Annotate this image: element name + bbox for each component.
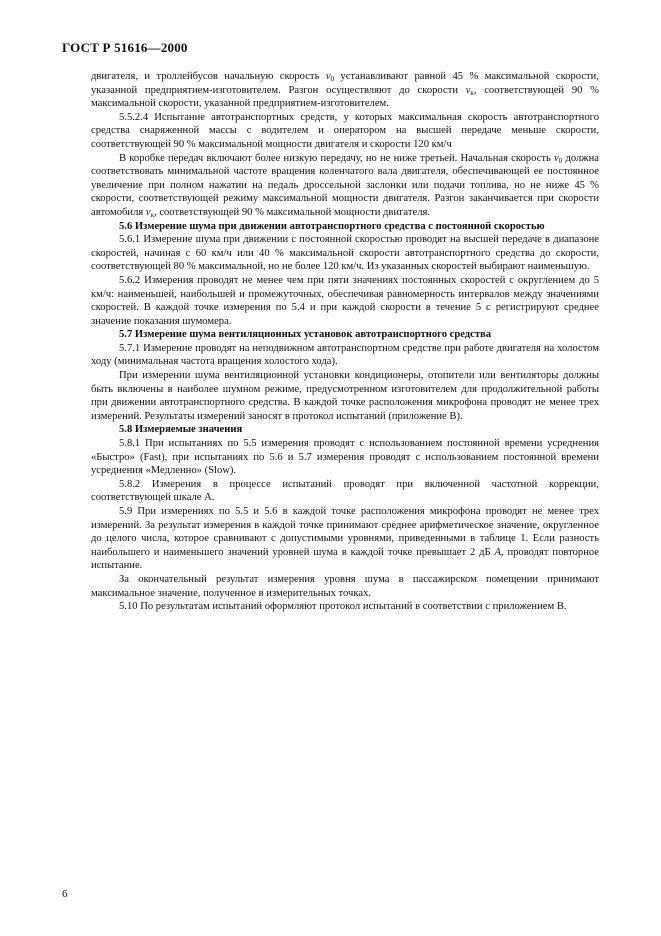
text-run: , соответствующей 90 % максимальной мощности двигателя. bbox=[154, 206, 431, 218]
text-run: 5.10 По результатам испытаний оформляют протокол испытаний в соответствии с приложением В. bbox=[119, 601, 567, 613]
paragraph bbox=[91, 342, 599, 369]
math-symbol: $v_0$ bbox=[554, 152, 563, 165]
paragraph bbox=[91, 437, 599, 478]
text-run: 5.6.1 Измерение шума при движении с постоянной скоростью проводят на высшей передаче в диапазоне скоростей, начиная с 60 км/ч или 40 % максимальной скорости автотранспортного средства до скорости, соответствующей 80 % максимальной, но не более 120 км/ч. Из указанных скоростей выбирают наименьшую. bbox=[91, 234, 599, 273]
section-heading bbox=[91, 328, 599, 342]
text-run: 5.7.1 Измерение проводят на неподвижном автотранспортном средстве при работе двигателя на холостом ходу (минимальная частота вращения холостого хода). bbox=[91, 342, 599, 368]
paragraph bbox=[91, 505, 599, 573]
text-run: 5.9 При измерениях по 5.5 и 5.6 в каждой точке расположения микрофона проводят не менее трех измерений. За результат измерения в каждой точке принимают среднее арифметическое значение, округленное до целого числа, которое сравнивают с допустимыми уровнями, приведенными в таблице 1. Если разность наибольшего и наименьшего значений уровней шума в каждой точке превышает 2 дБ bbox=[91, 506, 599, 558]
paragraph bbox=[91, 600, 599, 614]
paragraph bbox=[91, 478, 599, 505]
text-run: устанавливают равной 45 % максимальной скорости, указанной предприятием-изготовителем. Разгон осуществляют до скорости bbox=[91, 71, 599, 96]
text-run: двигателя, и троллейбусов начальную скорость bbox=[91, 71, 326, 82]
paragraph bbox=[91, 111, 599, 152]
math-symbol: $v_к$ bbox=[465, 84, 474, 97]
text-run: , соответствующей 90 % максимальной скорости, указанной предприятием-изготовителем. bbox=[91, 84, 599, 110]
text-run: Измеряемые значения bbox=[134, 424, 243, 436]
text-run: 5.8.2 Измерения в процессе испытаний проводят при включенной частотной коррекции, соответствующей шкале А. bbox=[91, 478, 599, 504]
text-run: Измерение шума при движении автотранспортного средства с постоянной скоростью bbox=[134, 220, 545, 232]
paragraph bbox=[91, 70, 599, 111]
text-run: 5.5.2.4 Испытание автотранспортных средств, у которых максимальная скорость автотранспортного средства снаряженной массы с водителем и оператором на высшей передаче меньше скорости, соответствующей 90 % максимальной мощности двигателя и скорости 120 км/ч bbox=[91, 111, 599, 150]
section-heading bbox=[91, 423, 599, 437]
text-run: В коробке передач включают более низкую передачу, но не ниже третьей. Начальная скорость bbox=[119, 152, 555, 164]
page-number: 6 bbox=[62, 888, 68, 900]
document-body bbox=[91, 70, 599, 614]
text-run: 5.6.2 Измерения проводят не менее чем при пяти значениях постоянных скоростей с округлением до 5 км/ч: наименьшей, наибольшей и промежуточных, обеспечивая равномерность интервалов между значениями скоростей. В каждой точке измерения по 5.4 и при каждой скорости в течение 5 с регистрируют среднее значение показания шумомера. bbox=[91, 274, 599, 327]
paragraph bbox=[91, 152, 599, 220]
paragraph bbox=[91, 369, 599, 423]
math-symbol: $v_к$ bbox=[145, 206, 155, 219]
text-run: , проводят повторное испытание. bbox=[91, 546, 599, 572]
text-run: При измерении шума вентиляционной установки кондиционеры, отопители или вентиляторы должны быть включены в наиболее шумном режиме, предусмотренном изготовителем для продолжительной работы при движении автотранспортного средства. В каждой точке расположения микрофона проводят не менее трех измерений. Результаты измерений заносят в протокол испытаний (приложение В). bbox=[91, 370, 599, 422]
paragraph bbox=[91, 274, 599, 328]
text-run: За окончательный результат измерения уровня шума в пассажирском помещении принимают максимальное значение, полученное в измерительных точках. bbox=[91, 573, 599, 599]
paragraph bbox=[91, 573, 599, 600]
document-header: ГОСТ Р 51616—2000 bbox=[62, 40, 188, 55]
text-run: 5.8.1 При испытаниях по 5.5 измерения проводят с использованием постоянной времени усреднения «Быстро» (Fast), при испытаниях по 5.6 и 5.7 измерения проводят с использованием постоянной времени усреднения «Медленно» (Slow). bbox=[91, 438, 599, 477]
text-run: Измерение шума вентиляционных установок автотранспортного средства bbox=[134, 329, 492, 341]
text-run: должна соответствовать минимальной частоте вращения коленчатого вала двигателя, обеспечивающей ее постоянное увеличение при полном нажатии на педаль дроссельной заслонки или подачи топлива, но не ниже 45 % скорости, соответствующей режиму максимальной мощности двигателя. Разгон заканчивается при скорости автомобиля bbox=[91, 152, 599, 218]
section-number: 5.8 bbox=[119, 424, 133, 436]
section-number: 5.7 bbox=[119, 329, 133, 341]
paragraph bbox=[91, 233, 599, 274]
math-symbol: $v_0$ bbox=[325, 71, 335, 83]
section-heading bbox=[91, 220, 599, 234]
section-number: 5.6 bbox=[119, 220, 133, 232]
math-symbol: А bbox=[494, 546, 501, 558]
